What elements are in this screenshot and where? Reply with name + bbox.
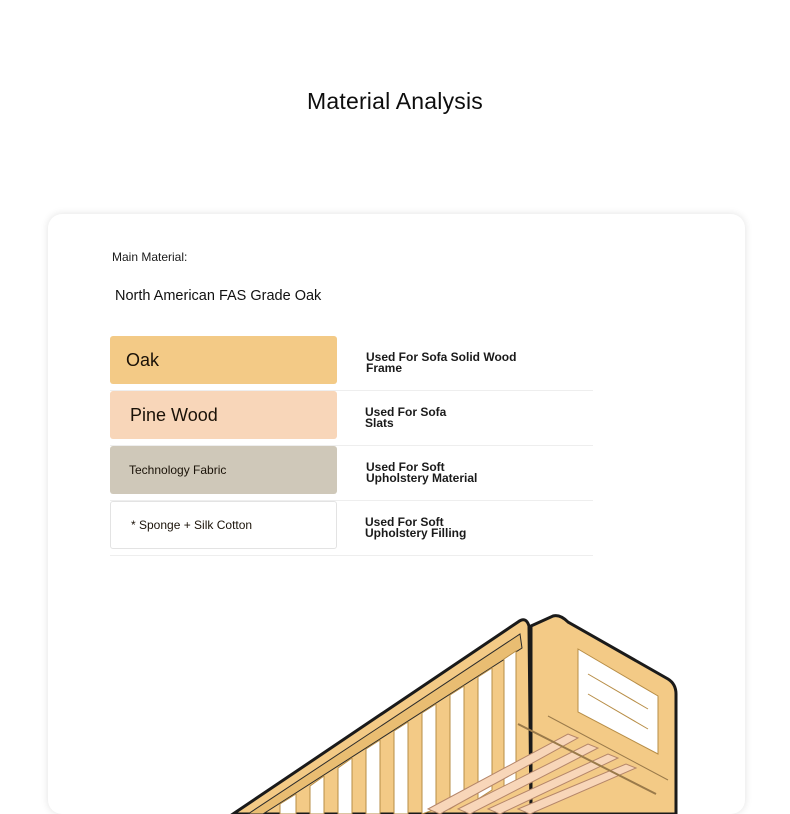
- table-row: [110, 446, 593, 501]
- material-use: [365, 517, 545, 539]
- material-use-line: Upholstery Filling: [365, 526, 467, 540]
- material-card: [48, 214, 745, 814]
- material-swatch-fabric: [110, 446, 337, 494]
- material-use-line: Upholstery Material: [366, 471, 478, 485]
- materials-table: [110, 336, 593, 556]
- material-use-line: Frame: [366, 361, 403, 375]
- material-use: [366, 352, 546, 374]
- material-use-line: Used For Soft: [366, 460, 445, 474]
- table-row: [110, 501, 593, 556]
- material-use-line: Slats: [365, 416, 394, 430]
- material-use-line: Used For Soft: [365, 515, 444, 529]
- material-name: * Sponge + Silk Cotton: [131, 518, 253, 532]
- material-name: Technology Fabric: [129, 463, 227, 477]
- material-use: [366, 462, 546, 484]
- material-swatch-oak: [110, 336, 337, 384]
- table-row: [110, 391, 593, 446]
- material-swatch-sponge: [110, 501, 337, 549]
- sofa-bed-frame-icon: [48, 604, 745, 814]
- main-material-label: Main Material:: [112, 250, 188, 264]
- material-name: Oak: [126, 349, 160, 370]
- material-swatch-pine: [110, 391, 337, 439]
- page-title: Material Analysis: [307, 88, 483, 114]
- material-use-line: Used For Sofa: [365, 405, 447, 419]
- table-row: [110, 336, 593, 391]
- material-name: Pine Wood: [130, 404, 218, 425]
- material-use-line: Used For Sofa Solid Wood: [366, 350, 517, 364]
- main-material-value: North American FAS Grade Oak: [115, 288, 322, 304]
- material-use: [365, 407, 545, 429]
